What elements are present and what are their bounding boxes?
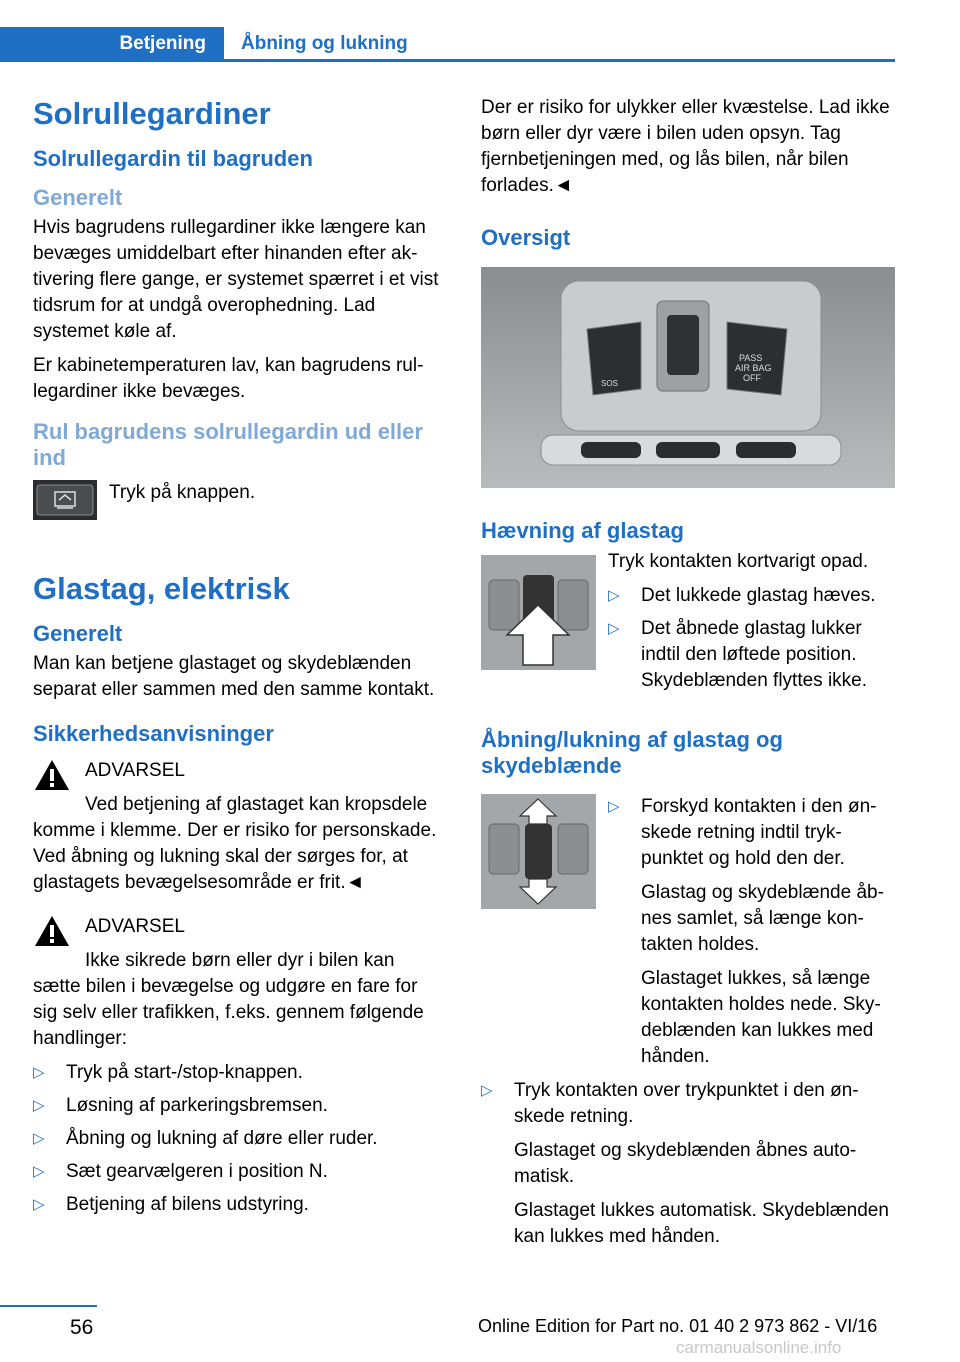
triangle-right-outline-icon: ▷ — [608, 586, 620, 604]
triangle-right-outline-icon: ▷ — [33, 1063, 45, 1081]
watermark: carmanualsonline.info — [676, 1338, 842, 1357]
list-item: ▷ Tryk kontakten over trykpunktet i den ønskede retning. Glastaget og skydeblænden åbnes automatisk. Glastaget lukkes automatisk. Skydeblænden kan lukkes med hånden. — [481, 1078, 895, 1250]
list-item: ▷ Sæt gearvælgeren i position N. — [33, 1159, 443, 1185]
glass-roof-title: Glastag, elektrisk — [33, 570, 290, 606]
list-item: ▷ Åbning og lukning af døre eller ruder. — [33, 1126, 443, 1152]
overview-image — [481, 267, 895, 488]
warning-triangle-icon — [33, 914, 71, 948]
roof-console-image — [481, 267, 895, 488]
svg-text:PASS: PASS — [739, 353, 763, 364]
svg-text:AIR BAG: AIR BAG — [735, 363, 772, 374]
triangle-right-outline-icon: ▷ — [481, 1081, 493, 1099]
list-item: ▷ Betjening af bilens udstyring. — [33, 1192, 443, 1218]
raise-switch-image — [481, 555, 596, 670]
open-close-block — [481, 794, 895, 1078]
page-number: 56 — [70, 1316, 94, 1339]
header-rule — [0, 59, 895, 62]
general-heading-2: Generelt — [33, 620, 123, 646]
raise-switch-icon — [481, 555, 596, 670]
triangle-right-outline-icon: ▷ — [608, 619, 620, 637]
svg-text:SOS: SOS — [601, 379, 618, 389]
general-text: Hvis bagrudens rullegardiner ikke længere kan bevæges umiddelbart efter hinanden efter aktivering flere gange, er systemet spærret i et vist tidsrum for at undgå overophedning. Lad systemet køle af. — [33, 216, 439, 342]
raise-list — [608, 583, 895, 694]
warning-block-1 — [33, 758, 443, 792]
section-tab[interactable]: Betjening — [0, 27, 224, 61]
subsection-tab[interactable]: Åbning og lukning — [241, 33, 408, 54]
triangle-right-outline-icon: ▷ — [33, 1195, 45, 1213]
triangle-right-outline-icon: ▷ — [608, 797, 620, 815]
footer-rule — [0, 1305, 97, 1307]
right-column — [481, 95, 895, 1258]
general-text-2: Man kan betjene glastaget og skydeblænden separat eller sammen med den samme kontakt. — [33, 653, 435, 701]
rear-blind-button-image — [33, 480, 97, 520]
raise-block — [481, 549, 895, 701]
open-item-2-paragraph-3: Glastaget lukkes automatisk. Skydeblænden kan lukkes med hånden. — [514, 1199, 889, 1247]
left-column — [33, 95, 443, 1225]
list-item: ▷ Løsning af parkeringsbremsen. — [33, 1093, 443, 1119]
page-header — [0, 27, 895, 61]
warning-label-1: ADVARSEL — [85, 759, 185, 781]
open-item-1-paragraph-2: Glastag og skydeblænde åbnes samlet, så længe kontakten holdes. — [641, 881, 884, 955]
list-item: ▷ Det åbnede glastag lukker indtil den løftede position. Skydeblænden flyttes ikke. — [608, 617, 868, 691]
list-item: ▷ Tryk på start-/stop-knappen. — [33, 1060, 443, 1086]
warning-triangle-icon — [33, 758, 71, 792]
overview-heading: Oversigt — [481, 225, 571, 250]
open-item-2-paragraph-2: Glastaget og skydeblænden åbnes automatisk. — [514, 1139, 857, 1187]
section-title: Solrullegardiner — [33, 96, 271, 131]
list-item: ▷ Det lukkede glastag hæves. — [608, 583, 895, 609]
svg-text:OFF: OFF — [743, 373, 761, 384]
list-item: ▷ Forskyd kontakten i den ønskede retning indtil trykpunktet og hold den der. Glastag og skydeblænde åbnes samlet, så længe kontakten holdes. Glastaget lukkes, så længe kontakten holdes nede. Skydeblænden kan lukkes med hånden. — [608, 794, 895, 1070]
warning-text-1: Ved betjening af glastaget kan kropsdele komme i klemme. Der er risiko for personskade. Ved åbning og lukning skal der sørges for, at glastagets bevægelsesområde er frit.◄ — [33, 793, 437, 893]
raise-heading: Hævning af glastag — [481, 518, 684, 544]
child-safety-list — [33, 1060, 443, 1218]
open-close-switch-icon — [481, 794, 596, 909]
general-heading: Generelt — [33, 184, 123, 210]
edition-text: Online Edition for Part no. 01 40 2 973 862 - VI/16 — [478, 1316, 878, 1336]
safety-heading: Sikkerhedsanvisninger — [33, 721, 274, 747]
open-close-switch-image — [481, 794, 596, 909]
triangle-right-outline-icon: ▷ — [33, 1129, 45, 1147]
raise-intro: Tryk kontakten kortvarigt opad. — [608, 550, 869, 572]
open-close-heading: Åbning/lukning af glastag og skydeblænde — [481, 726, 783, 779]
warning-block-2 — [33, 914, 443, 948]
triangle-right-outline-icon: ▷ — [33, 1096, 45, 1114]
open-close-list — [608, 794, 895, 1078]
subsection-heading: Solrullegardin til bagruden — [33, 146, 313, 172]
warning-label-2: ADVARSEL — [85, 915, 185, 937]
risk-text: Der er risiko for ulykker eller kvæstelse. Lad ikke børn eller dyr være i bilen uden opsyn. Tag fjernbetjeningen med, og lås bilen, når bilen forlades.◄ — [481, 97, 890, 196]
open-close-list-2 — [481, 1078, 895, 1250]
temperature-text: Er kabinetemperaturen lav, kan bagrudens rullegardiner ikke bevæges. — [33, 354, 424, 402]
rear-blind-button-row — [33, 480, 443, 520]
press-button-text: Tryk på knappen. — [109, 481, 256, 503]
rear-blind-button-icon — [33, 480, 97, 520]
open-item-1-paragraph-3: Glastaget lukkes, så længe kontakten holdes nede. Skydeblænden kan lukkes med hånden. — [641, 967, 881, 1067]
triangle-right-outline-icon: ▷ — [33, 1162, 45, 1180]
roll-heading: Rul bagrudens solrullegardin ud eller ind — [33, 418, 423, 471]
warning-text-2: Ikke sikrede børn eller dyr i bilen kan sætte bilen i bevægelse og udgøre en fare for sig selv eller trafikken, f.eks. gennem følgende handlinger: — [33, 949, 424, 1049]
